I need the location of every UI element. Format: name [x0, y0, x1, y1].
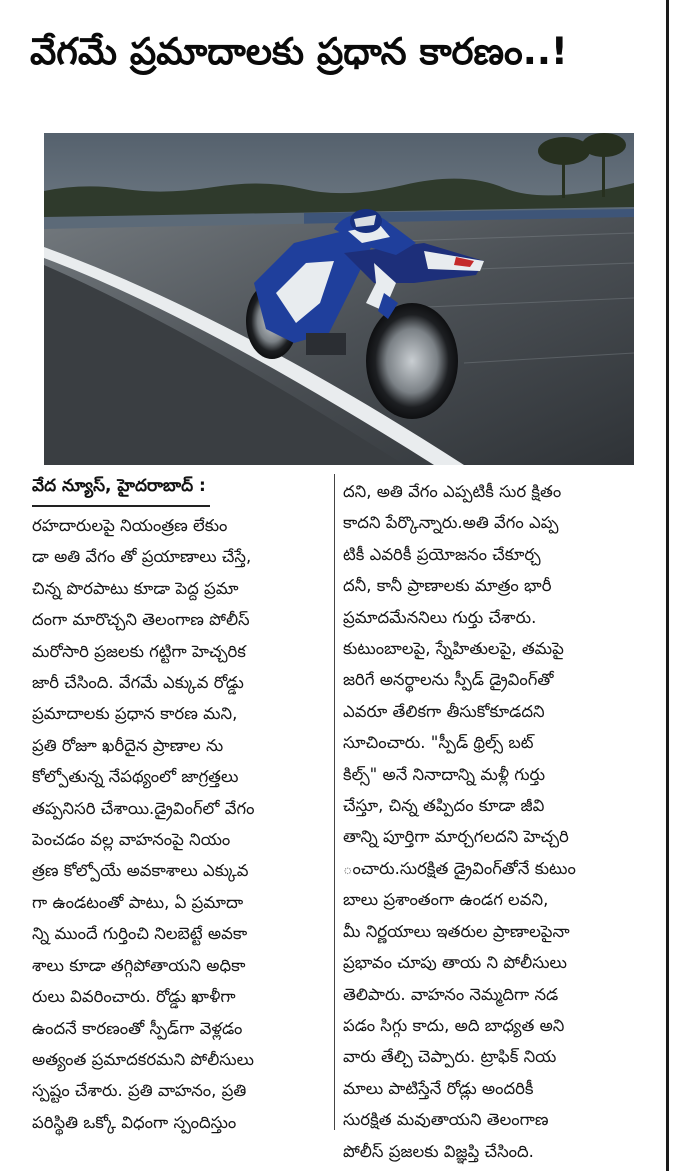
body-text-line: జరిగే అనర్థాలను స్పీడ్ డ్రైవింగ్‌తో [343, 670, 554, 690]
body-text-line: దనీ, కానీ ప్రాణాలకు మాత్రం భారీ [343, 576, 552, 596]
body-text-line: సూచించారు. "స్పీడ్ థ్రిల్స్ బట్ [343, 733, 534, 753]
body-text-line: మీ నిర్ణయాలు ఇతరుల ప్రాణాలపైనా [343, 921, 570, 941]
body-text-line: పెంచడం వల్ల వాహనంపై నియం [32, 830, 231, 850]
article-headline: వేగమే ప్రమాదాలకు ప్రధాన కారణం..! [30, 30, 568, 73]
body-text-line: గా ఉండటంతో పాటు, ఏ ప్రమాదా [32, 892, 244, 912]
body-text-line: జారీ చేసింది. వేగమే ఎక్కువ రోడ్డు [32, 673, 244, 693]
body-text-line: ప్రతి రోజూ ఖరీదైన ప్రాణాల ను [32, 735, 224, 755]
body-text-line: ఉందనే కారణంతో స్పీడ్‌గా వెళ్లడం [32, 1018, 243, 1038]
body-text-line: అత్యంత ప్రమాదకరమని పోలీసులు [32, 1049, 255, 1069]
body-text-line: టికీ ఎవరికీ ప్రయోజనం చేకూర్చ [343, 544, 541, 564]
body-text-line: ఎవరూ తేలికగా తీసుకోకూడదని [343, 701, 545, 721]
body-text-line: స్పష్టం చేశారు. ప్రతి వాహనం, ప్రతి [32, 1081, 247, 1101]
body-text-line: కోల్పోతున్న నేపథ్యంలో జాగ్రత్తలు [32, 767, 239, 787]
article-body-left-column [32, 510, 330, 1138]
body-text-line: సురక్షిత మవుతాయని తెలంగాణ [343, 1110, 549, 1130]
column-divider [334, 474, 335, 1130]
body-text-line: పడం సిగ్గు కాదు, అది బాధ్యత అని [343, 1015, 565, 1035]
body-text-line: ప్రమాదమేననిలు గుర్తు చేశారు. [343, 607, 537, 627]
body-text-line: మరోసారి ప్రజలకు గట్టిగా హెచ్చరిక [32, 641, 246, 661]
body-text-line: చేస్తూ, చిన్న తప్పిదం కూడా జీవి [343, 796, 545, 816]
byline-underline [32, 505, 210, 507]
motorcycle-photo [44, 133, 634, 465]
body-text-line: చిన్న పొరపాటు కూడా పెద్ద ప్రమా [32, 578, 239, 598]
body-text-line: తప్పనిసరి చేశాయి.డ్రైవింగ్‌లో వేగం [32, 798, 255, 818]
body-text-line: ంచారు.సురక్షిత డ్రైవింగ్‌తోనే కుటుం [343, 858, 576, 878]
body-text-line: శాలు కూడా తగ్గిపోతాయని అధికా [32, 955, 246, 975]
body-text-line: తాన్ని పూర్తిగా మార్చగలదని హెచ్చరి [343, 827, 569, 847]
article-body-right-column [343, 476, 643, 1167]
body-text-line: తెలిపారు. వాహనం నెమ్మదిగా నడ [343, 984, 559, 1004]
body-text-line: దంగా మారొచ్చని తెలంగాణ పోలీస్ [32, 610, 250, 630]
body-text-line: రహదారులపై నియంత్రణ లేకుం [32, 516, 228, 535]
body-text-line: ప్రభావం చూపు తాయ ని పోలీసులు [343, 953, 567, 973]
body-text-line: కాదని పేర్కొన్నారు.అతి వేగం ఎప్ప [343, 513, 559, 533]
body-text-line: డా అతి వేగం తో ప్రయాణాలు చేస్తే, [32, 547, 252, 567]
body-text-line: కుటుంబాలపై, స్నేహితులపై, తమపై [343, 639, 564, 659]
body-text-line: త్రణ కోల్పోయే అవకాశాలు ఎక్కువ [32, 861, 249, 881]
body-text-line: న్ని ముందే గుర్తించి నిలబెట్టే అవకా [32, 924, 248, 944]
body-text-line: ప్రమాదాలకు ప్రధాన కారణ మని, [32, 704, 238, 724]
body-text-line: పరిస్థితి ఒక్కో విధంగా స్పందిస్తుం [32, 1112, 237, 1132]
body-text-line: బాలు ప్రశాంతంగా ఉండగ లవని, [343, 890, 549, 910]
body-text-line: రులు వివరించారు. రోడ్డు ఖాళీగా [32, 987, 236, 1007]
body-text-line: కిల్స్" అనే నినాదాన్ని మళ్లీ గుర్తు [343, 764, 546, 784]
byline: వేద న్యూస్, హైదరాబాద్ : [32, 476, 206, 496]
body-text-line: పోలీస్ ప్రజలకు విజ్ఞప్తి చేసింది. [343, 1141, 534, 1161]
body-text-line: మాలు పాటిస్తేనే రోడ్లు అందరికీ [343, 1078, 534, 1098]
page-edge-rule [666, 0, 669, 1171]
body-text-line: వారు తేల్చి చెప్పారు. ట్రాఫిక్ నియ [343, 1047, 557, 1067]
body-text-line: దని, అతి వేగం ఎప్పటికీ సుర క్షితం [343, 482, 562, 501]
